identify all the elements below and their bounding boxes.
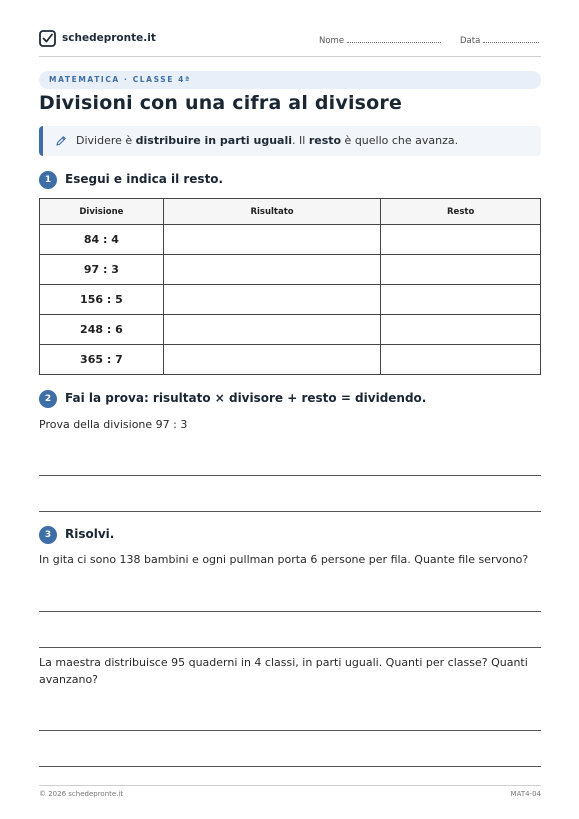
result-answer-cell[interactable] [163, 285, 381, 315]
section-3-title: Risolvi. [65, 527, 115, 541]
section-1-title: Esegui e indica il resto. [65, 172, 224, 186]
result-answer-cell[interactable] [163, 255, 381, 285]
section-1-number: 1 [39, 171, 57, 189]
tip-text [76, 134, 458, 147]
tip-bold-remainder: resto [308, 134, 342, 147]
table-row [40, 285, 541, 315]
problem-2-text: La maestra distribuisce 95 quaderni in 4 classi, in parti uguali. Quanti per classe? Quanti avanzano? [39, 656, 528, 686]
table-row [40, 255, 541, 285]
division-cell: 156 : 5 [40, 285, 164, 315]
result-answer-cell[interactable] [163, 225, 381, 255]
name-field[interactable] [319, 35, 441, 46]
category-badge [39, 71, 541, 89]
section-2-number: 2 [39, 390, 57, 408]
checkbox-logo-icon [39, 30, 56, 47]
division-cell: 365 : 7 [40, 345, 164, 375]
answer-line[interactable] [39, 611, 541, 612]
header-divider [39, 56, 541, 57]
result-answer-cell[interactable] [163, 345, 381, 375]
pencil-icon [55, 135, 67, 147]
remainder-answer-cell[interactable] [381, 315, 541, 345]
division-cell: 97 : 3 [40, 255, 164, 285]
date-field[interactable] [460, 35, 539, 46]
answer-line[interactable] [39, 475, 541, 476]
table-header-row [40, 199, 541, 225]
table-row [40, 345, 541, 375]
footer-divider [39, 785, 541, 786]
column-header-result: Risultato [163, 199, 381, 225]
answer-line[interactable] [39, 730, 541, 731]
name-blank[interactable] [347, 35, 441, 43]
result-answer-cell[interactable] [163, 315, 381, 345]
column-header-division: Divisione [40, 199, 164, 225]
brand-name: schedepronte.it [62, 32, 156, 44]
column-header-remainder: Resto [381, 199, 541, 225]
remainder-answer-cell[interactable] [381, 255, 541, 285]
date-label: Data [460, 36, 481, 46]
answer-line[interactable] [39, 766, 541, 767]
remainder-answer-cell[interactable] [381, 345, 541, 375]
tip-mid: . Il [292, 134, 309, 147]
footer-copyright: © 2026 schedepronte.it [39, 790, 124, 798]
worksheet-page [39, 0, 541, 819]
answer-line[interactable] [39, 511, 541, 512]
remainder-answer-cell[interactable] [381, 225, 541, 255]
remainder-answer-cell[interactable] [381, 285, 541, 315]
section-3-number: 3 [39, 526, 57, 544]
section-2-title: Fai la prova: risultato × divisore + resto = dividendo. [65, 391, 427, 405]
section-2-prompt: Prova della divisione 97 : 3 [39, 418, 188, 431]
division-cell: 248 : 6 [40, 315, 164, 345]
tip-suffix: è quello che avanza. [341, 134, 459, 147]
date-blank[interactable] [483, 35, 539, 43]
tip-prefix: Dividere è [76, 134, 136, 147]
category-label: MATEMATICA · CLASSE 4ª [49, 75, 191, 84]
problem-1-text: In gita ci sono 138 bambini e ogni pullman porta 6 persone per fila. Quante file servono? [39, 553, 529, 566]
answer-line[interactable] [39, 647, 541, 648]
footer-code: MAT4-04 [510, 790, 541, 798]
page-header [39, 30, 541, 50]
tip-box [39, 126, 541, 156]
table-row [40, 225, 541, 255]
division-cell: 84 : 4 [40, 225, 164, 255]
page-title: Divisioni con una cifra al divisore [39, 92, 403, 114]
tip-bold-definition: distribuire in parti uguali [135, 134, 293, 147]
division-table [39, 198, 541, 375]
table-row [40, 315, 541, 345]
name-label: Nome [319, 36, 345, 46]
